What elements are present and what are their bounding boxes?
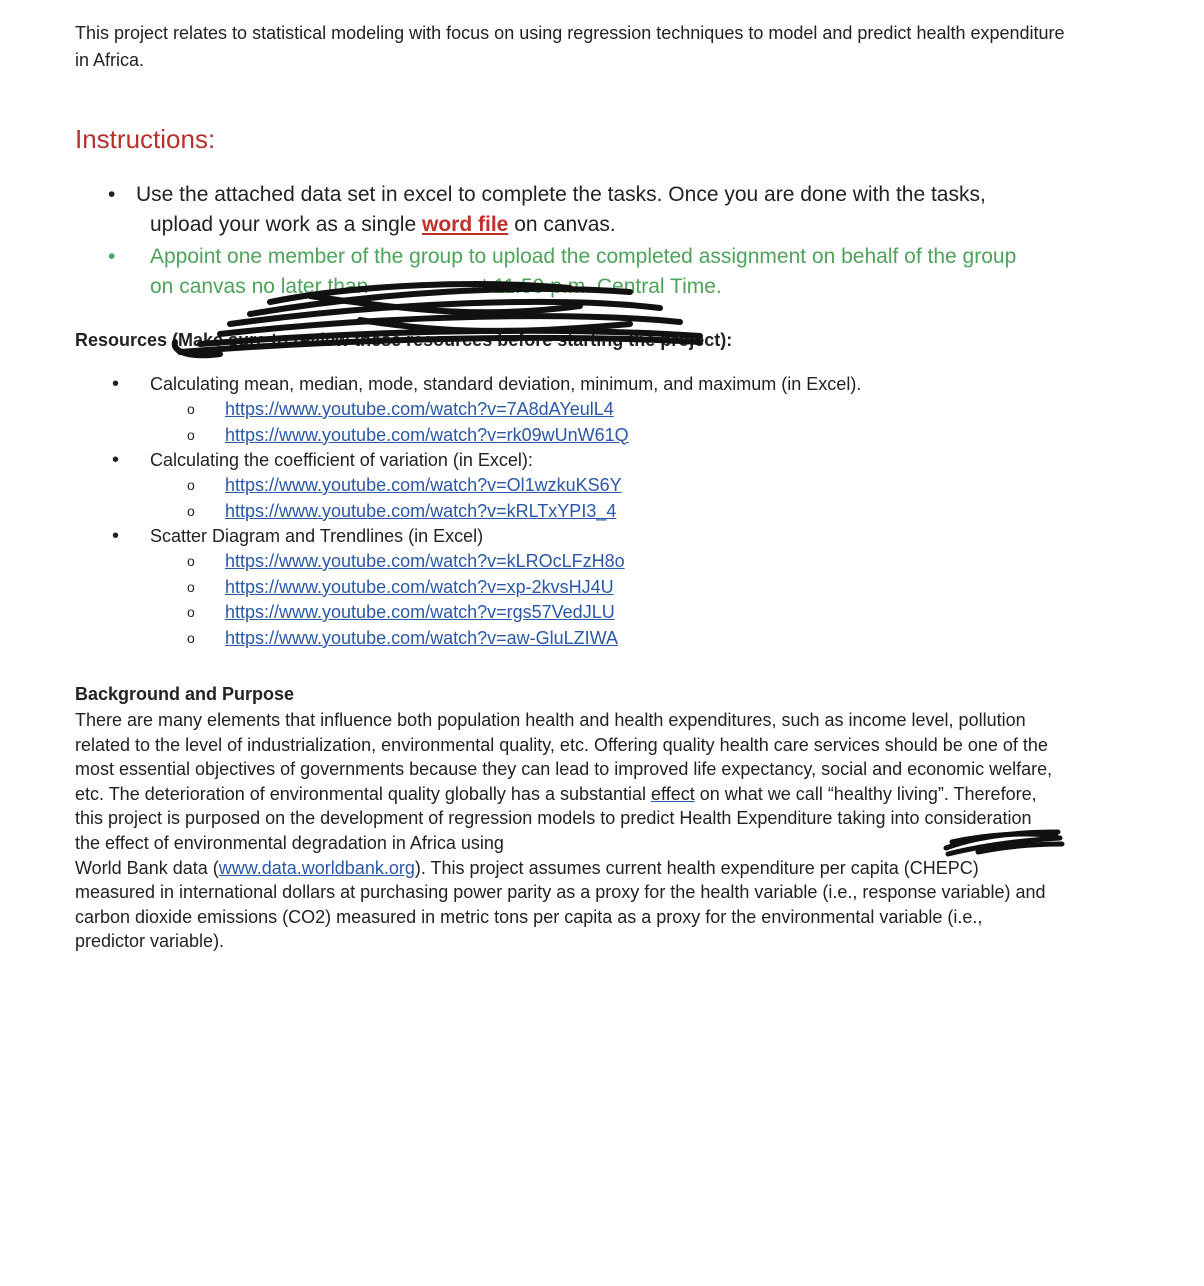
resource-link-row: o https://www.youtube.com/watch?v=kRLTxYPI3_4 xyxy=(187,500,617,521)
resource-link[interactable]: https://www.youtube.com/watch?v=kLROcLFzH8o xyxy=(225,551,625,571)
resource-link[interactable]: https://www.youtube.com/watch?v=xp-2kvsHJ4U xyxy=(225,576,614,597)
word-file-link[interactable]: word file xyxy=(422,213,509,236)
instruction-item: • Appoint one member of the group to upload the completed assignment on behalf of the group on canvas no later than at 11:59 p.m. Central Time. xyxy=(108,245,1017,298)
resource-item: • Calculating mean, median, mode, standard deviation, minimum, and maximum (in Excel). xyxy=(112,373,862,395)
background-paragraph: There are many elements that influence both population health and health expenditures, such as income level, pollution related to the level of industrialization, environmental quality, etc. Offering quality health care services should be one of the most essential objectives of governments because they can lead to improved life expectancy, social and economic welfare, etc. The deterioration of environmental quality globally has a substantial effect on what we call “healthy living”. Therefore, this project is purposed on the development of regression models to predict Health Expenditure taking into consideration the effect of environmental degradation in Africa using World Bank data (www.data.worldbank.org). This project assumes current health expenditure per capita (CHEPC) measured in international dollars at purchasing power parity as a proxy for the health variable (i.e., response variable) and carbon dioxide emissions (CO2) measured in metric tons per capita as a proxy for the environmental variable (i.e., predictor variable). xyxy=(75,710,1053,952)
resource-link[interactable]: https://www.youtube.com/watch?v=Ol1wzkuKS6Y xyxy=(225,475,622,495)
resource-link[interactable]: https://www.youtube.com/watch?v=rk09wUnW61Q xyxy=(225,424,629,445)
resource-link-row: o https://www.youtube.com/watch?v=rgs57VedJLU xyxy=(187,602,615,622)
resource-link-row: o https://www.youtube.com/watch?v=rk09wUnW61Q xyxy=(187,424,629,445)
resource-link-row: o https://www.youtube.com/watch?v=7A8dAYeulL4 xyxy=(187,399,614,419)
resource-item: • Scatter Diagram and Trendlines (in Excel) xyxy=(112,525,484,547)
resource-link-row: o https://www.youtube.com/watch?v=Ol1wzkuKS6Y xyxy=(187,475,622,495)
resources-list xyxy=(112,372,1012,651)
intro-paragraph: This project relates to statistical modeling with focus on using regression techniques to model and predict health expenditure in Africa. xyxy=(75,23,1065,70)
resource-link[interactable]: https://www.youtube.com/watch?v=rgs57VedJLU xyxy=(225,602,615,622)
resource-link-row: o https://www.youtube.com/watch?v=kLROcLFzH8o xyxy=(187,551,625,571)
resource-link[interactable]: https://www.youtube.com/watch?v=kRLTxYPI3_4 xyxy=(225,500,617,521)
resource-link-row: o https://www.youtube.com/watch?v=aw-GluLZIWA xyxy=(187,627,618,648)
instruction-item: • Use the attached data set in excel to complete the tasks. Once you are done with the tasks, upload your work as a single word file on canvas. xyxy=(108,183,986,236)
resource-link-row: o https://www.youtube.com/watch?v=xp-2kvsHJ4U xyxy=(187,576,614,597)
instructions-heading: Instructions: xyxy=(75,124,216,154)
resource-item: • Calculating the coefficient of variation (in Excel): xyxy=(112,449,533,471)
resources-title: Resources (Make sure to review these resources before starting the project): xyxy=(75,330,733,350)
resource-link[interactable]: https://www.youtube.com/watch?v=aw-GluLZIWA xyxy=(225,627,618,648)
background-title: Background and Purpose xyxy=(75,684,295,704)
instructions-list xyxy=(108,180,1068,302)
resource-link[interactable]: https://www.youtube.com/watch?v=7A8dAYeulL4 xyxy=(225,399,614,419)
worldbank-link[interactable]: www.data.worldbank.org xyxy=(218,857,415,878)
